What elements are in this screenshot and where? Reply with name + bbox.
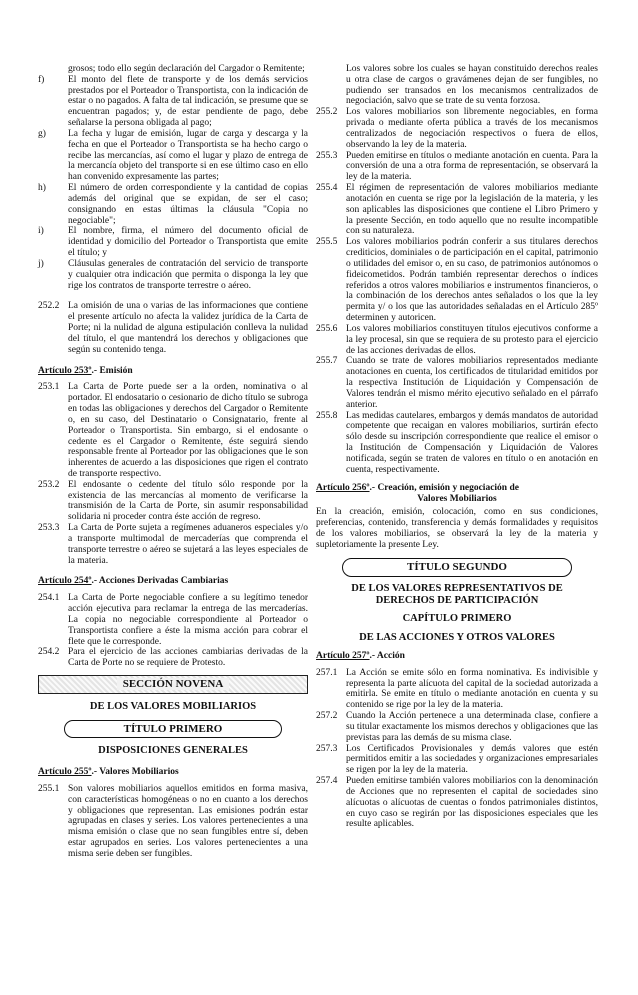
list-item-i: i) El nombre, firma, el número del documento oficial de identidad y domicilio del Porteador o Transportista que emite el título; y (38, 226, 308, 259)
chapter-heading: CAPÍTULO PRIMERO (402, 613, 512, 625)
paragraph-255-1: 255.1 Son valores mobiliarios aquellos emitidos en forma masiva, con características homogéneas o no en cuanto a los derechos y obligaciones que representan. Las emisiones podrán estar agrupadas en clases y series. Los valores pertenecientes a una misma emisión o clase que no sean fungibles entre sí, deben estar agrupados en series. Los valores pertenecientes a una misma serie deben ser fungibles. (38, 783, 308, 859)
paragraph-253-2: 253.2 El endosante o cedente del título sólo responde por la existencia de las mercancías al momento de verificarse la transmisión de la Carta de Porte, sin asumir responsabilidad solidaria ni proceder contra éste acción de regreso. (38, 479, 308, 523)
paragraph-255-7: 255.7 Cuando se trate de valores mobiliarios representados mediante anotaciones en cuenta, los certificados de titularidad emitidos por la respectiva Institución de Liquidación y Compensación de Valores tendrán el mismo mérito ejecutivo señalado en el párrafo anterior. (316, 356, 598, 410)
paragraph-257-1: 257.1 La Acción se emite sólo en forma nominativa. Es indivisible y representa la parte alícuota del capital de la sociedad autorizada a emitirla. Se emite en título o mediante anotación en cuenta y su contenido se rige por la ley de la materia. (316, 667, 598, 711)
paragraph-257-4: 257.4 Pueden emitirse también valores mobiliarios con la denominación de Acciones que no representen el capital de sociedades sino alícuotas o alícuotas de cuentas o fondos patrimoniales distintos, en cuyo caso se regirán por las disposiciones especiales que les resulte aplicables. (316, 776, 598, 830)
representative-values-heading: DE LOS VALORES REPRESENTATIVOS DE DERECHOS DE PARTICIPACIÓN (351, 582, 563, 606)
section-heading-box: SECCIÓN NOVENA (38, 675, 308, 694)
section-subtitle: DE LOS VALORES MOBILIARIOS (89, 700, 257, 712)
title-two-box: TÍTULO SEGUNDO (342, 558, 572, 577)
list-item-j: j) Cláusulas generales de contratación del servicio de transporte y cualquier otra indicación que permita o disponga la ley que rige los contratos de transporte terrestre o aéreo. (38, 258, 308, 291)
paragraph-254-2: 254.2 Para el ejercicio de las acciones cambiarias derivadas de la Carta de Porte no se requiere de Protesto. (38, 647, 308, 669)
article-256-body: En la creación, emisión, colocación, como en sus condiciones, preferencias, contenido, transferencia y demás formalidades y requisitos de los valores mobiliarios, se observará la ley de la materia y supletoriamente la presente Ley. (316, 507, 598, 550)
left-column (38, 64, 308, 860)
article-253-heading: Artículo 253º.- Emisión (38, 365, 133, 376)
paragraph-255-8: 255.8 Las medidas cautelares, embargos y demás mandatos de autoridad competente que recaigan en valores mobiliarios, surtirán efecto sólo desde su inscripción correspondiente que realice el emisor o la Institución de Compensación y Liquidación de Valores notificada, según se traten de valores en título o en anotación en cuenta, respectivamente. (316, 410, 598, 475)
paragraph-257-3: 257.3 Los Certificados Provisionales y demás valores que estén permitidos emitir a las sociedades y organizaciones empresariales se rigen por la ley de la materia. (316, 743, 598, 776)
title-heading-box: TÍTULO PRIMERO (64, 720, 282, 739)
paragraph-252-2: 252.2 La omisión de una o varias de las informaciones que contiene el presente artículo no afecta la validez jurídica de la Carta de Porte; ni la nulidad de alguna estipulación conlleva la nulidad del título, el que mantendrá los derechos y obligaciones que según su contenido tenga. (38, 301, 308, 355)
right-column (316, 64, 598, 830)
paragraph-253-3: 253.3 La Carta de Porte sujeta a regímenes aduaneros especiales y/o a transporte multimodal de mercaderías que comprenda el transporte terrestre o aéreo se sujetará a las leyes especiales de la materia. (38, 523, 308, 566)
paragraph-255-3: 255.3 Pueden emitirse en títulos o mediante anotación en cuenta. Para la conversión de una a otra forma de representación, se observará la ley de la materia. (316, 150, 598, 183)
list-item-h: h) El número de orden correspondiente y la cantidad de copias además del original que se expidan, de ser el caso; consignando en estas últimas la cláusula "Copia no negociable"; (38, 183, 308, 226)
list-item-f: f) El monto del flete de transporte y de los demás servicios prestados por el Porteador o Transportista, con la indicación de estar o no pagados. A falta de tal indicación, se presume que se encuentran pagados; y, de estar pendiente de pago, debe señalarse la persona obligada al pago; (38, 74, 308, 129)
article-254-heading: Artículo 254º.- Acciones Derivadas Cambiarias (38, 576, 229, 587)
article-257-heading: Artículo 257º.- Acción (316, 651, 405, 661)
continued-text: Los valores sobre los cuales se hayan constituido derechos reales u otra clase de cargos o gravámenes dejan de ser fungibles, no pudiendo ser transados en los mecanismos centralizados de negociación, salvo que se trate de su venta forzosa. (346, 64, 598, 107)
general-provisions-heading: DISPOSICIONES GENERALES (98, 745, 248, 757)
article-256-heading: Artículo 256º.- Creación, emisión y negociación de Valores Mobiliarios (316, 483, 519, 505)
article-255-heading: Artículo 255º.- Valores Mobiliarios (38, 767, 179, 778)
paragraph-253-1: 253.1 La Carta de Porte puede ser a la orden, nominativa o al portador. El endosatario o cesionario de dicho título se subroga en todas las obligaciones y derechos del Cargador o Remitente o, en su caso, del Destinatario o Consignatario, frente al Porteador o Transportista. Sin embargo, si el endosante o cedente es el Cargador o Remitente, éste seguirá siendo responsable frente al Porteador por las obligaciones que le son inherentes de acuerdo a las disposiciones que rigen el contrato de transporte respectivo. (38, 382, 308, 479)
shares-heading: DE LAS ACCIONES Y OTROS VALORES (359, 632, 555, 644)
continued-text: grosos; todo ello según declaración del Cargador o Remitente; (68, 64, 305, 74)
list-item-g: g) La fecha y lugar de emisión, lugar de carga y descarga y la fecha en que el Porteador o Transportista se ha hecho cargo o recibe las mercancías, así como el lugar y plazo de entrega de la mercancía objeto del transporte si en ese último caso en ello han convenido expresamente las partes; (38, 128, 308, 183)
paragraph-255-4: 255.4 El régimen de representación de valores mobiliarios mediante anotación en cuenta se rige por la legislación de la materia, y les son aplicables las disposiciones que contiene el Libro Primero y la presente Sección, en todo aquello que no resulte incompatible con su naturaleza. (316, 183, 598, 237)
paragraph-254-1: 254.1 La Carta de Porte negociable confiere a su legítimo tenedor acción ejecutiva para reclamar la entrega de las mercaderías. La copia no negociable correspondiente al Porteador o Transportista confiere a éste la misma acción para cobrar el flete que le corresponde. (38, 593, 308, 647)
paragraph-257-2: 257.2 Cuando la Acción pertenece a una determinada clase, confiere a su titular exactamente los mismos derechos y obligaciones que las previstas para las demás de su misma clase. (316, 711, 598, 743)
paragraph-255-2: 255.2 Los valores mobiliarios son libremente negociables, en forma privada o mediante oferta pública a través de los mecanismos centralizados de negociación respectivos o fuera de ellos, observando la ley de la materia. (316, 107, 598, 150)
paragraph-255-5: 255.5 Los valores mobiliarios podrán conferir a sus titulares derechos crediticios, dominiales o de participación en el capital, patrimonio o utilidades del emisor o, en su caso, de patrimonios autónomos o fideicometidos. Podrán también representar derechos o índices referidos a otros valores mobiliarios e instrumentos financieros, o la combinación de los derechos antes señalados o los que la ley permita y/ o los que las autoridades señaladas en el Artículo 285º determinen y autoricen. (316, 237, 598, 324)
paragraph-255-6: 255.6 Los valores mobiliarios constituyen títulos ejecutivos conforme a la ley procesal, sin que se requiera de su protesto para el ejercicio de las acciones derivadas de ellos. (316, 323, 598, 356)
